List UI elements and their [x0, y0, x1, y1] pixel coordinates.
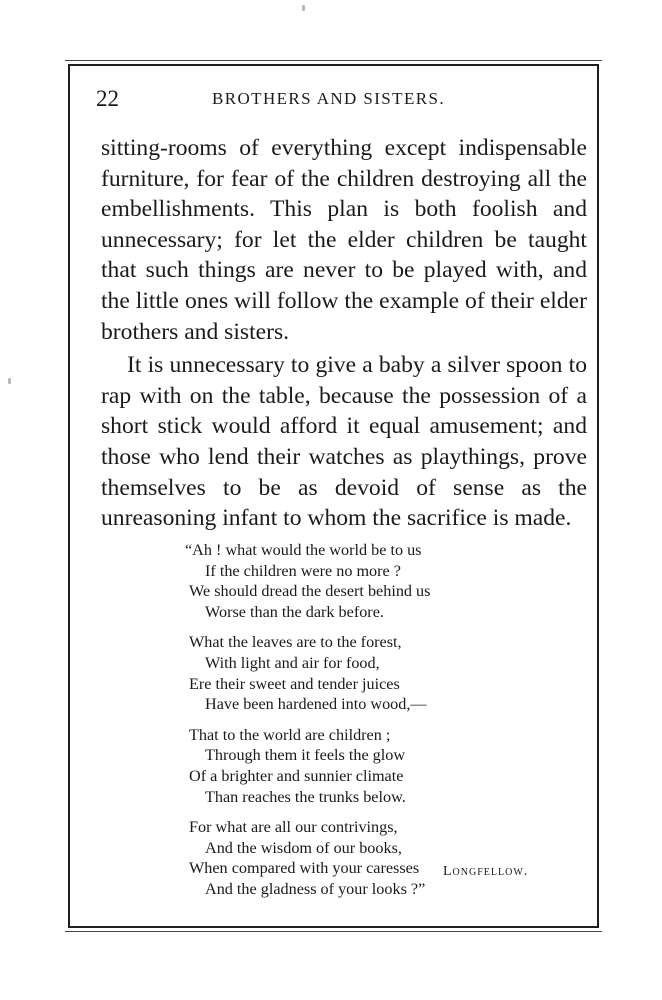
poem-line: If the children were no more ?	[205, 561, 401, 580]
paragraph: It is unnecessary to give a baby a silver spoon to rap with on the table, because the possession of a short stick would afford it equal amusement; and those who lend their watches as playthings, prove themselves to be as devoid of sense as the unreasoning infant to whom the sacrifice is made.	[101, 352, 587, 532]
poem-line: And the gladness of your looks ?”	[205, 879, 426, 898]
poem-line: What the leaves are to the forest,	[189, 633, 402, 652]
stanza	[185, 540, 555, 622]
poem-line: Than reaches the trunks below.	[205, 787, 406, 806]
poem-line: Through them it feels the glow	[205, 746, 406, 765]
poem-block	[185, 540, 555, 910]
ink-speck	[302, 5, 305, 11]
stanza	[185, 632, 555, 714]
running-title: BROTHERS AND SISTERS.	[212, 89, 445, 108]
stanza	[185, 725, 555, 807]
poem-line: For what are all our contrivings,	[189, 818, 398, 837]
page-number: 22	[96, 86, 119, 111]
body-text	[101, 133, 587, 534]
running-head	[96, 86, 576, 114]
poem-line: Ere their sweet and tender juices	[189, 674, 400, 693]
stanza	[185, 817, 555, 899]
poem-line: Of a brighter and sunnier climate	[189, 766, 404, 785]
poem-line: Worse than the dark before.	[205, 602, 384, 621]
poem-line: With light and air for food,	[205, 653, 380, 672]
poem-line: Have been hardened into wood,—	[205, 695, 427, 714]
poem-attribution: Longfellow.	[443, 864, 529, 879]
paragraph: sitting-rooms of everything except indispensable furniture, for fear of the children destroying all the embellishments. This plan is both foolish and unnecessary; for let the elder children be taught that such things are never to be played with, and the little ones will follow the example of their elder brothers and sisters.	[101, 135, 587, 345]
ink-speck	[8, 378, 11, 384]
poem-line: When compared with your caresses	[189, 859, 420, 878]
poem-line: That to the world are children ;	[189, 725, 391, 744]
poem-line: We should dread the desert behind us	[189, 582, 431, 601]
poem-line: And the wisdom of our books,	[205, 838, 402, 857]
poem-line: “Ah ! what would the world be to us	[185, 541, 422, 559]
